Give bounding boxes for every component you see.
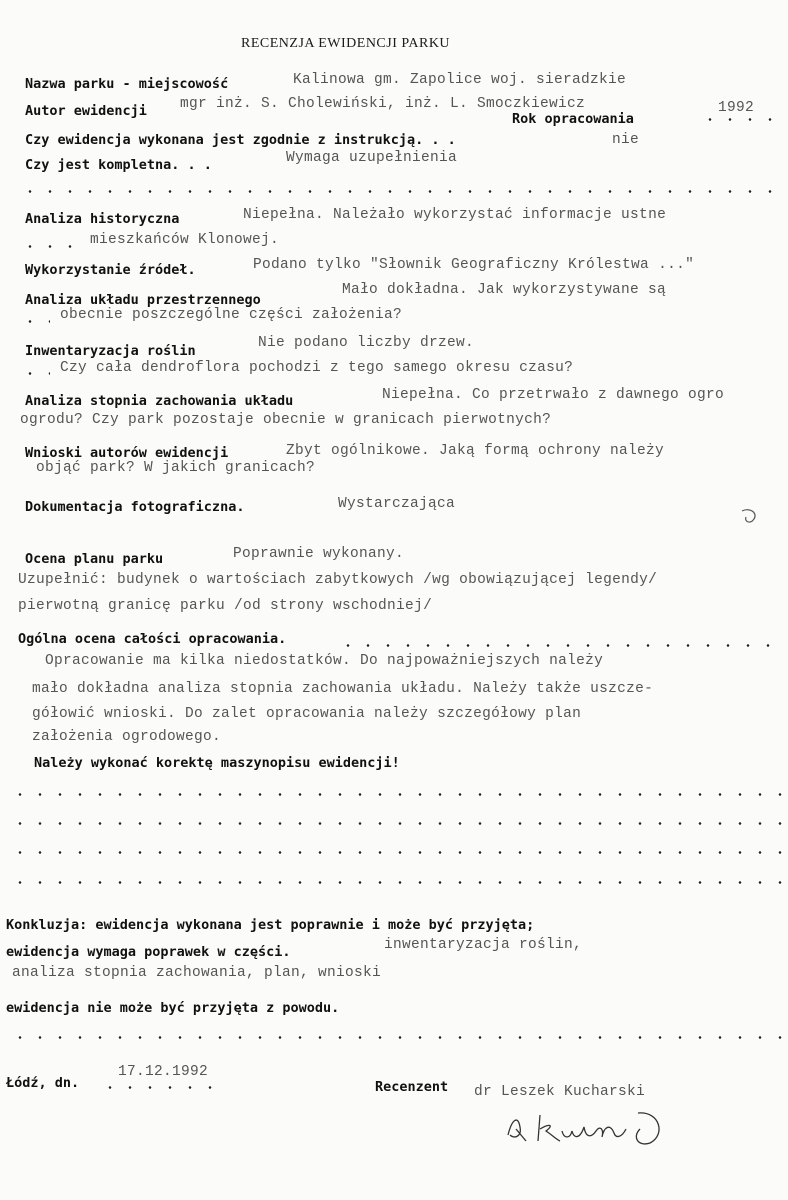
konkluzja-line3-value: analiza stopnia zachowania, plan, wnioski [12, 965, 382, 981]
value-wnioski-cont: objąć park? W jakich granicach? [36, 460, 316, 476]
signature-image [500, 1105, 670, 1150]
label-rok: Rok opracowania [512, 111, 634, 127]
value-inwentaryzacja-roslin: Nie podano liczby drzew. [258, 335, 475, 351]
konkluzja-line2-value: inwentaryzacja roślin, [384, 937, 583, 953]
ogolna-ocena-line: Opracowanie ma kilka niedostatków. Do najpoważniejszych należy [45, 653, 604, 669]
dotted-line [338, 644, 778, 647]
label-ocena-planu: Ocena planu parku [25, 551, 164, 567]
value-stopien-zachowania-cont: ogrodu? Czy park pozostaje obecnie w granicach pierwotnych? [20, 412, 552, 428]
ogolna-ocena-line: gółowić wnioski. Do zalet opracowania należy szczegółowy plan [32, 706, 582, 722]
dotted-line [10, 881, 785, 884]
label-inwentaryzacja-roslin: Inwentaryzacja roślin [25, 343, 196, 359]
value-zrodla: Podano tylko "Słownik Geograficzny Królestwa ..." [253, 257, 695, 273]
label-ogolna-ocena: Ogólna ocena całości opracowania. [18, 631, 287, 647]
dotted-line [20, 245, 80, 248]
value-zgodnosc: nie [612, 132, 640, 148]
ogolna-ocena-line: założenia ogrodowego. [32, 729, 222, 745]
value-ocena-planu-cont2: pierwotną granicę parku /od strony wschodniej/ [18, 598, 433, 614]
label-zrodla: Wykorzystanie źródeł. [25, 262, 196, 278]
value-rok: 1992 [718, 100, 755, 116]
value-analiza-ukladu: Mało dokładna. Jak wykorzystywane są [342, 282, 667, 298]
value-analiza-historyczna: Niepełna. Należało wykorzystać informacje ustne [243, 207, 667, 223]
konkluzja-line1: Konkluzja: ewidencja wykonana jest poprawnie i może być przyjęta; [6, 917, 535, 933]
ogolna-ocena-note: Należy wykonać korektę maszynopisu ewidencji! [34, 755, 400, 771]
value-nazwa-parku: Kalinowa gm. Zapolice woj. sieradzkie [293, 72, 627, 88]
review-date: 17.12.1992 [118, 1064, 209, 1080]
city-date-label: Łódź, dn. [6, 1075, 80, 1091]
konkluzja-line2: ewidencja wymaga poprawek w części. [6, 944, 291, 960]
value-dokumentacja-foto: Wystarczająca [338, 496, 456, 512]
value-autor: mgr inż. S. Cholewiński, inż. L. Smoczkiewicz [180, 96, 586, 112]
reviewer-name: dr Leszek Kucharski [474, 1084, 646, 1100]
value-analiza-ukladu-cont: obecnie poszczególne części założenia? [60, 307, 403, 323]
dotted-line [100, 1086, 225, 1089]
label-analiza-historyczna: Analiza historyczna [25, 211, 180, 227]
value-inwentaryzacja-roslin-cont: Czy cała dendroflora pochodzi z tego samego okresu czasu? [60, 360, 574, 376]
form-title: RECENZJA EWIDENCJI PARKU [241, 36, 451, 51]
label-zgodnosc: Czy ewidencja wykonana jest zgodnie z instrukcją. . . [25, 132, 456, 148]
label-nazwa-parku: Nazwa parku - miejscowość [25, 76, 229, 92]
value-kompletna: Wymaga uzupełnienia [286, 150, 458, 166]
dotted-line [20, 190, 780, 193]
konkluzja-line4: ewidencja nie może być przyjęta z powodu. [6, 1000, 340, 1016]
dotted-line [10, 851, 785, 854]
dotted-line [700, 118, 780, 121]
value-stopien-zachowania: Niepełna. Co przetrwało z dawnego ogro [382, 387, 725, 403]
value-analiza-historyczna-cont: mieszkańców Klonowej. [90, 232, 280, 248]
ogolna-ocena-line: mało dokładna analiza stopnia zachowania układu. Należy także uszcze- [32, 681, 654, 697]
label-autor: Autor ewidencji [25, 103, 147, 119]
value-ocena-planu-cont1: Uzupełnić: budynek o wartościach zabytkowych /wg obowiązującej legendy/ [18, 572, 658, 588]
dotted-line [20, 372, 50, 375]
dotted-line [10, 793, 785, 796]
dotted-line [10, 1036, 785, 1039]
margin-mark [738, 505, 760, 527]
label-stopien-zachowania: Analiza stopnia zachowania układu [25, 393, 294, 409]
label-analiza-ukladu: Analiza układu przestrzennego [25, 292, 261, 308]
label-kompletna: Czy jest kompletna. . . [25, 157, 212, 173]
value-wnioski: Zbyt ogólnikowe. Jaką formą ochrony należy [286, 443, 665, 459]
dotted-line [20, 320, 50, 323]
label-dokumentacja-foto: Dokumentacja fotograficzna. [25, 499, 245, 515]
reviewer-label: Recenzent [375, 1079, 449, 1095]
value-ocena-planu: Poprawnie wykonany. [233, 546, 405, 562]
label-wnioski: Wnioski autorów ewidencji [25, 445, 229, 461]
dotted-line [10, 822, 785, 825]
